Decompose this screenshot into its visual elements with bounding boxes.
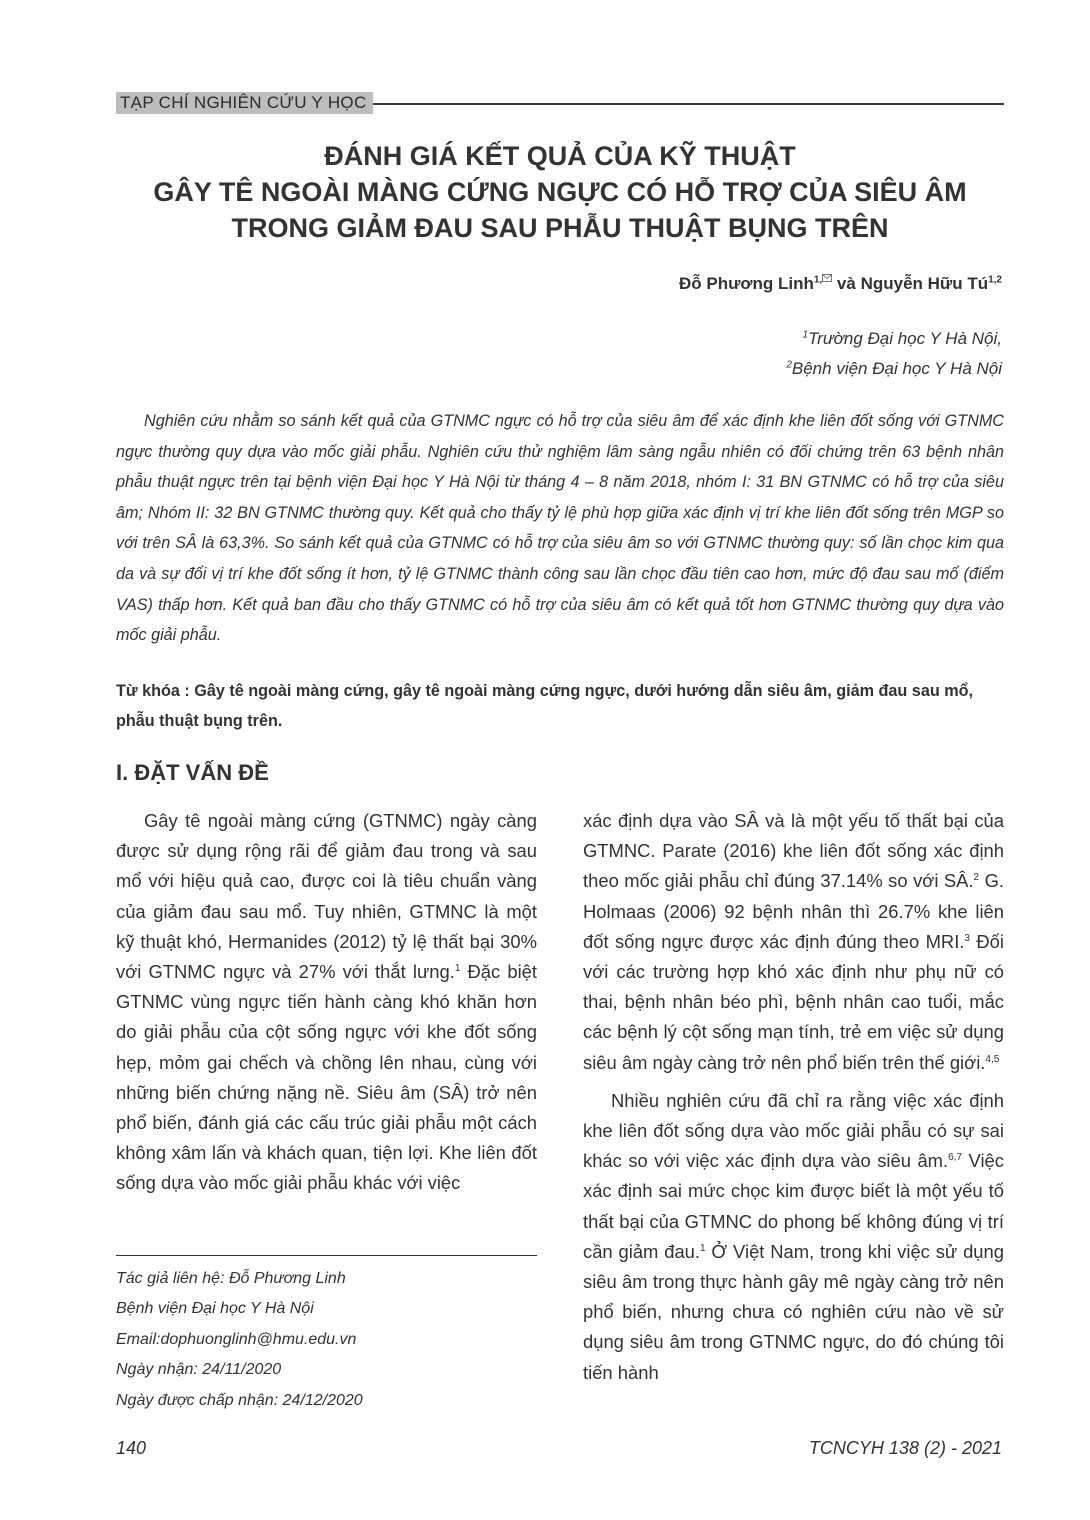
citation: 2 (973, 872, 980, 884)
author-2-sup: 1,2 (988, 274, 1002, 286)
title-line-3: TRONG GIẢM ĐAU SAU PHẪU THUẬT BỤNG TRÊN (231, 213, 889, 243)
paragraph-text: Việc xác định sai mức chọc kim được biết là một yếu tố thất bại của GTMNC do phong bế không đúng vị trí cần giảm đau. (583, 1150, 1004, 1262)
author-line (679, 274, 1002, 294)
author-conjunction: và (832, 274, 861, 293)
citation: 4,5 (985, 1053, 1000, 1065)
author-2-name: Nguyễn Hữu Tú (860, 274, 989, 293)
paragraph-text: Đặc biệt GTNMC vùng ngực tiến hành càng khó khăn hơn do giải phẫu của cột sống ngực với khe đốt sống hẹp, mỏm gai chếch và chồng lên nhau, cùng với những biến chứng nặng nề. Siêu âm (SÂ) trở nên phổ biến, đánh giá các cấu trúc giải phẫu một cách không xâm lấn và khách quan, tiện lợi. Khe liên đốt sống dựa vào mốc giải phẫu khác với việc (116, 961, 538, 1194)
page-number: 140 (116, 1438, 147, 1458)
envelope-icon (822, 274, 832, 282)
journal-reference: TCNCYH 138 (2) - 2021 (808, 1438, 1002, 1458)
body-column-right (583, 806, 1004, 1388)
title-line-2: GÂY TÊ NGOÀI MÀNG CỨNG NGỰC CÓ HỖ TRỢ CỦA SIÊU ÂM (153, 177, 967, 207)
article-title (100, 138, 1020, 246)
journal-header: TẠP CHÍ NGHIÊN CỨU Y HỌC (116, 92, 373, 114)
citation: 1 (454, 962, 461, 974)
affiliation-2 (786, 359, 1002, 379)
paragraph (116, 806, 537, 1199)
footnote-institution: Bệnh viện Đại học Y Hà Nội (116, 1300, 314, 1318)
footnote-email[interactable]: Email:dophuonglinh@hmu.edu.vn (116, 1330, 357, 1348)
footnote-author: Tác giả liên hệ: Đỗ Phương Linh (116, 1270, 346, 1287)
correspondence-footnote (116, 1264, 537, 1416)
footnote-received: Ngày nhận: 24/11/2020 (116, 1361, 282, 1379)
paragraph (583, 806, 1004, 1078)
paragraph-text: Đối với các trường hợp khó xác định như phụ nữ có thai, bệnh nhân béo phì, bệnh nhân cao tuổi, mắc các bệnh lý cột sống mạn tính, trẻ em việc sử dụng siêu âm ngày càng trở nên phổ biến trên thế giới. (583, 930, 1004, 1073)
keywords (116, 676, 1004, 736)
paragraph-text: G. Holmaas (2006) 92 bệnh nhân thì 26.7% khe liên đốt sống ngực được xác định đúng theo MRI. (583, 870, 1004, 952)
affiliation-2-sup: 2 (786, 359, 792, 371)
keywords-text: Gây tê ngoài màng cứng, gây tê ngoài màng cứng ngực, dưới hướng dẫn siêu âm, giảm đau sau mổ, phẫu thuật bụng trên. (116, 682, 973, 730)
body-column-left (116, 806, 537, 1199)
footnote-rule (116, 1255, 537, 1256)
section-heading: I. ĐẶT VẤN ĐỀ (116, 760, 269, 785)
citation: 6,7 (948, 1152, 963, 1164)
author-1-sup: 1, (813, 274, 823, 286)
affiliation-1-text: Trường Đại học Y Hà Nội, (808, 329, 1002, 348)
affiliation-2-text: Bệnh viện Đại học Y Hà Nội (791, 359, 1002, 378)
paragraph-text: Nhiều nghiên cứu đã chỉ ra rằng việc xác định khe liên đốt sống dựa vào mốc giải phẫu có sự sai khác so với việc xác định dựa vào siêu âm. (583, 1089, 1004, 1172)
author-1-name: Đỗ Phương Linh (678, 274, 814, 293)
paragraph-text: xác định dựa vào SÂ và là một yếu tố thất bại của GTMNC. Parate (2016) khe liên đốt sống xác định theo mốc giải phẫu chỉ đúng 37.14% so với SÂ. (583, 810, 1004, 892)
paragraph (583, 1086, 1004, 1388)
citation: 3 (964, 932, 970, 944)
affiliation-1 (802, 329, 1002, 349)
affiliation-1-sup: 1 (802, 329, 809, 341)
keywords-label: Từ khóa : (116, 682, 195, 700)
title-line-1: ĐÁNH GIÁ KẾT QUẢ CỦA KỸ THUẬT (324, 141, 796, 171)
paragraph-text: Ở Việt Nam, trong khi việc sử dụng siêu âm trong thực hành gây mê ngày càng trở nên phổ biến, nhưng chưa có nghiên cứu nào về sử dụng siêu âm trong GTNMC ngực, do đó chúng tôi tiến hành (583, 1240, 1004, 1383)
citation: 1 (700, 1242, 706, 1254)
paragraph-text: Gây tê ngoài màng cứng (GTNMC) ngày càng được sử dụng rộng rãi để giảm đau trong và sau mổ với hiệu quả cao, được coi là tiêu chuẩn vàng của giảm đau sau mổ. Tuy nhiên, GTMNC là một kỹ thuật khó, Hermanides (2012) tỷ lệ thất bại 30% với GTNMC ngực và 27% với thắt lưng. (116, 810, 537, 983)
footnote-accepted: Ngày được chấp nhận: 24/12/2020 (116, 1391, 363, 1409)
abstract: Nghiên cứu nhằm so sánh kết quả của GTNMC ngực có hỗ trợ của siêu âm để xác định khe liên đốt sống với GTNMC ngực thường quy dựa vào mốc giải phẫu. Nghiên cứu thử nghiệm lâm sàng ngẫu nhiên có đối chứng trên 63 bệnh nhân phẫu thuật ngực trên tại bệnh viện Đại học Y Hà Nội từ tháng 4 – 8 năm 2018, nhóm I: 31 BN GTNMC có hỗ trợ của siêu âm; Nhóm II: 32 BN GTNMC thường quy. Kết quả cho thấy tỷ lệ phù hợp giữa xác định vị trí khe liên đốt sống trên MGP so với trên SÂ là 63,3%. So sánh kết quả của GTNMC có hỗ trợ của siêu âm so với GTNMC thường quy: số lần chọc kim qua da và sự đổi vị trí khe đốt sống ít hơn, tỷ lệ GTNMC thành công sau lần chọc đầu tiên cao hơn, mức độ đau sau mổ (điểm VAS) thấp hơn. Kết quả ban đầu cho thấy GTNMC có hỗ trợ của siêu âm có kết quả tốt hơn GTNMC thường quy dựa vào mốc giải phẫu. (116, 412, 1004, 645)
